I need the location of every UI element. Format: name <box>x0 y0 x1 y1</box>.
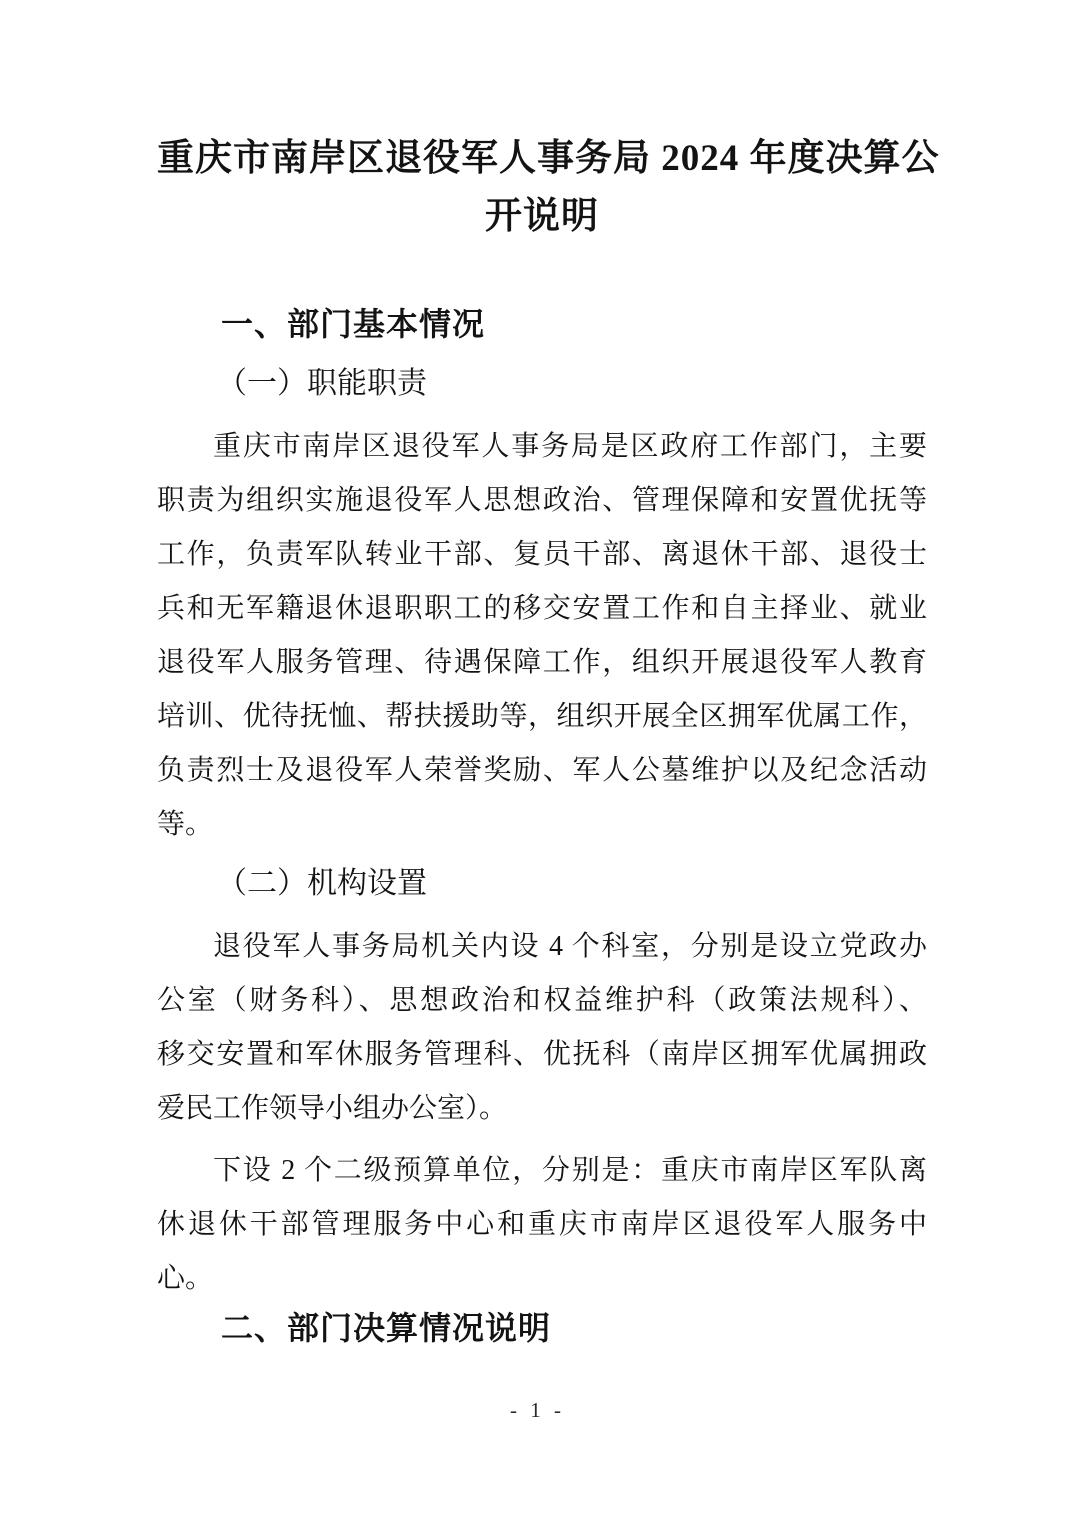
text-line: 爱民工作领导小组办公室）。 <box>157 1093 508 1124</box>
text-line: 退役军人服务管理、待遇保障工作，组织开展退役军人教育 <box>157 647 927 678</box>
subsection-heading-organization: （二）机构设置 <box>217 867 427 900</box>
text-line: 等。 <box>157 809 214 840</box>
paragraph-functions <box>157 420 927 852</box>
text-line: 移交安置和军休服务管理科、优抚科（南岸区拥军优属拥政 <box>157 1039 927 1070</box>
subsection-heading-functions: （一）职能职责 <box>217 367 427 400</box>
section-heading-final-accounts: 二、部门决算情况说明 <box>221 1310 552 1346</box>
paragraph-subunits <box>157 1144 927 1306</box>
text-line: 职责为组织实施退役军人思想政治、管理保障和安置优抚等 <box>157 485 927 516</box>
text-line: 负责烈士及退役军人荣誉奖励、军人公墓维护以及纪念活动 <box>157 755 927 786</box>
text-line: 休退休干部管理服务中心和重庆市南岸区退役军人服务中 <box>157 1209 927 1240</box>
text-line: 心。 <box>157 1263 214 1294</box>
text-line: 开说明 <box>485 196 599 237</box>
paragraph-organization <box>157 920 927 1136</box>
document-title <box>157 130 940 246</box>
text-line: 重庆市南岸区退役军人事务局 2024 年度决算公 <box>157 138 940 179</box>
page-number: - 1 - <box>510 1398 565 1422</box>
document-content <box>157 0 940 1350</box>
text-line: 重庆市南岸区退役军人事务局是区政府工作部门，主要 <box>213 431 927 462</box>
text-line: 公室（财务科）、思想政治和权益维护科（政策法规科）、 <box>157 985 927 1016</box>
text-line: 兵和无军籍退休退职职工的移交安置工作和自主择业、就业 <box>157 593 927 624</box>
section-heading-basic-info: 一、部门基本情况 <box>221 306 486 342</box>
text-line: 退役军人事务局机关内设 4 个科室，分别是设立党政办 <box>213 931 927 962</box>
text-line: 培训、优待抚恤、帮扶援助等，组织开展全区拥军优属工作， <box>157 701 927 732</box>
text-line: 下设 2 个二级预算单位，分别是：重庆市南岸区军队离 <box>213 1155 927 1186</box>
text-line: 工作，负责军队转业干部、复员干部、离退休干部、退役士 <box>157 539 927 570</box>
